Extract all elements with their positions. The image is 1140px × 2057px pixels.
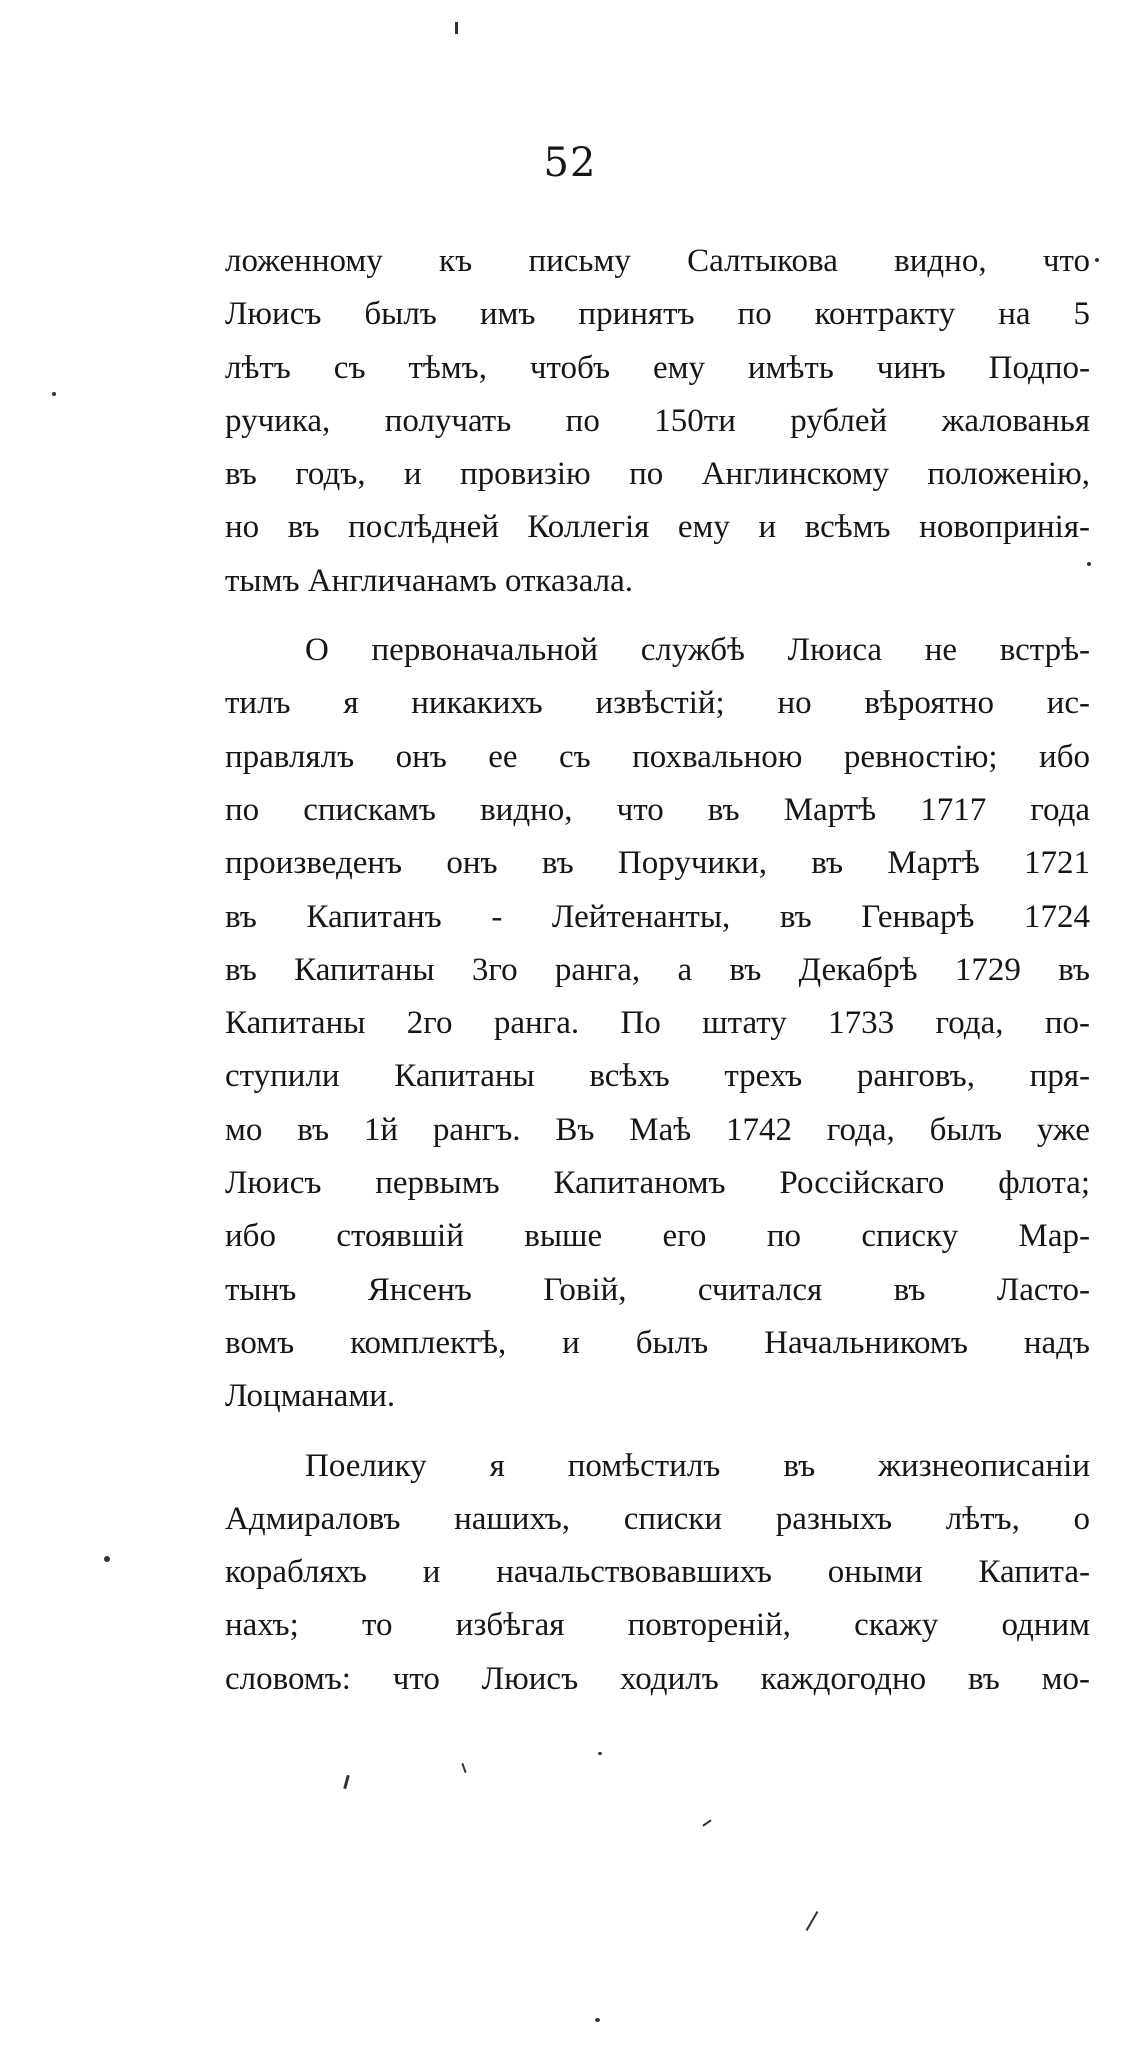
text-line: нахъ; то избѣгая повтореній, скажу одним (225, 1607, 1090, 1644)
text-line: въ Капитанъ - Лейтенанты, въ Генварѣ 1724 (225, 898, 1090, 935)
scan-speck (52, 392, 56, 396)
text-line: Лоцманами. (225, 1378, 396, 1415)
text-line: О первоначальной службѣ Люиса не встрѣ- (305, 632, 1090, 669)
text-line: тилъ я никакихъ извѣстій; но вѣроятно ис- (225, 685, 1090, 722)
text-line: тынъ Янсенъ Говій, считался въ Ласто- (225, 1271, 1090, 1308)
text-line: Адмираловъ нашихъ, списки разныхъ лѣтъ, о (225, 1500, 1090, 1537)
text-line: въ Капитаны 3го ранга, а въ Декабрѣ 1729 въ (225, 951, 1090, 988)
scan-speck (1095, 258, 1099, 262)
scan-speck (104, 1556, 110, 1562)
text-line: мо въ 1й рангъ. Въ Маѣ 1742 года, былъ уже (225, 1111, 1090, 1148)
page-body (225, 235, 1090, 1706)
text-line: въ годъ, и провизію по Англинскому положенію, (225, 456, 1090, 493)
scan-speck (1087, 562, 1091, 566)
text-line: Капитаны 2го ранга. По штату 1733 года, по- (225, 1005, 1090, 1042)
text-line: ступили Капитаны всѣхъ трехъ ранговъ, пря- (225, 1058, 1090, 1095)
scan-speck (343, 1775, 350, 1789)
text-line: лѣтъ съ тѣмъ, чтобъ ему имѣть чинъ Подпо- (225, 349, 1090, 386)
text-line: по спискамъ видно, что въ Мартѣ 1717 года (225, 791, 1090, 828)
text-line: Люисъ первымъ Капитаномъ Россійскаго флота; (225, 1165, 1090, 1202)
text-line: ручика, получать по 150ти рублей жалованья (225, 402, 1090, 439)
scan-speck (702, 1819, 711, 1826)
scan-speck (455, 22, 458, 34)
scan-speck (598, 1752, 602, 1755)
text-line: словомъ: что Люисъ ходилъ каждогодно въ мо- (225, 1660, 1090, 1697)
text-line: вомъ комплектѣ, и былъ Начальникомъ надъ (225, 1324, 1090, 1361)
page-number: 52 (543, 140, 597, 186)
text-line: но въ послѣдней Коллегія ему и всѣмъ новопринія- (225, 509, 1090, 546)
text-line: произведенъ онъ въ Поручики, въ Мартѣ 1721 (225, 845, 1090, 882)
paragraph-1 (225, 235, 1090, 608)
scan-speck (806, 1911, 819, 1931)
text-line: Поелику я помѣстилъ въ жизнеописаніи (305, 1447, 1090, 1484)
paragraph-2 (225, 624, 1090, 1423)
text-line: правлялъ онъ ее съ похвальною ревностію; ибо (225, 738, 1090, 775)
text-line: тымъ Англичанамъ отказала. (225, 562, 634, 599)
text-line: ибо стоявшій выше его по списку Мар- (225, 1218, 1090, 1255)
scan-speck (461, 1763, 466, 1773)
scan-speck (595, 2018, 600, 2022)
text-line: Люисъ былъ имъ принятъ по контракту на 5 (225, 296, 1090, 333)
text-line: корабляхъ и начальствовавшихъ оными Капита- (225, 1554, 1090, 1591)
text-line: ложенному къ письму Салтыкова видно, что (225, 243, 1090, 279)
paragraph-3 (225, 1440, 1090, 1706)
